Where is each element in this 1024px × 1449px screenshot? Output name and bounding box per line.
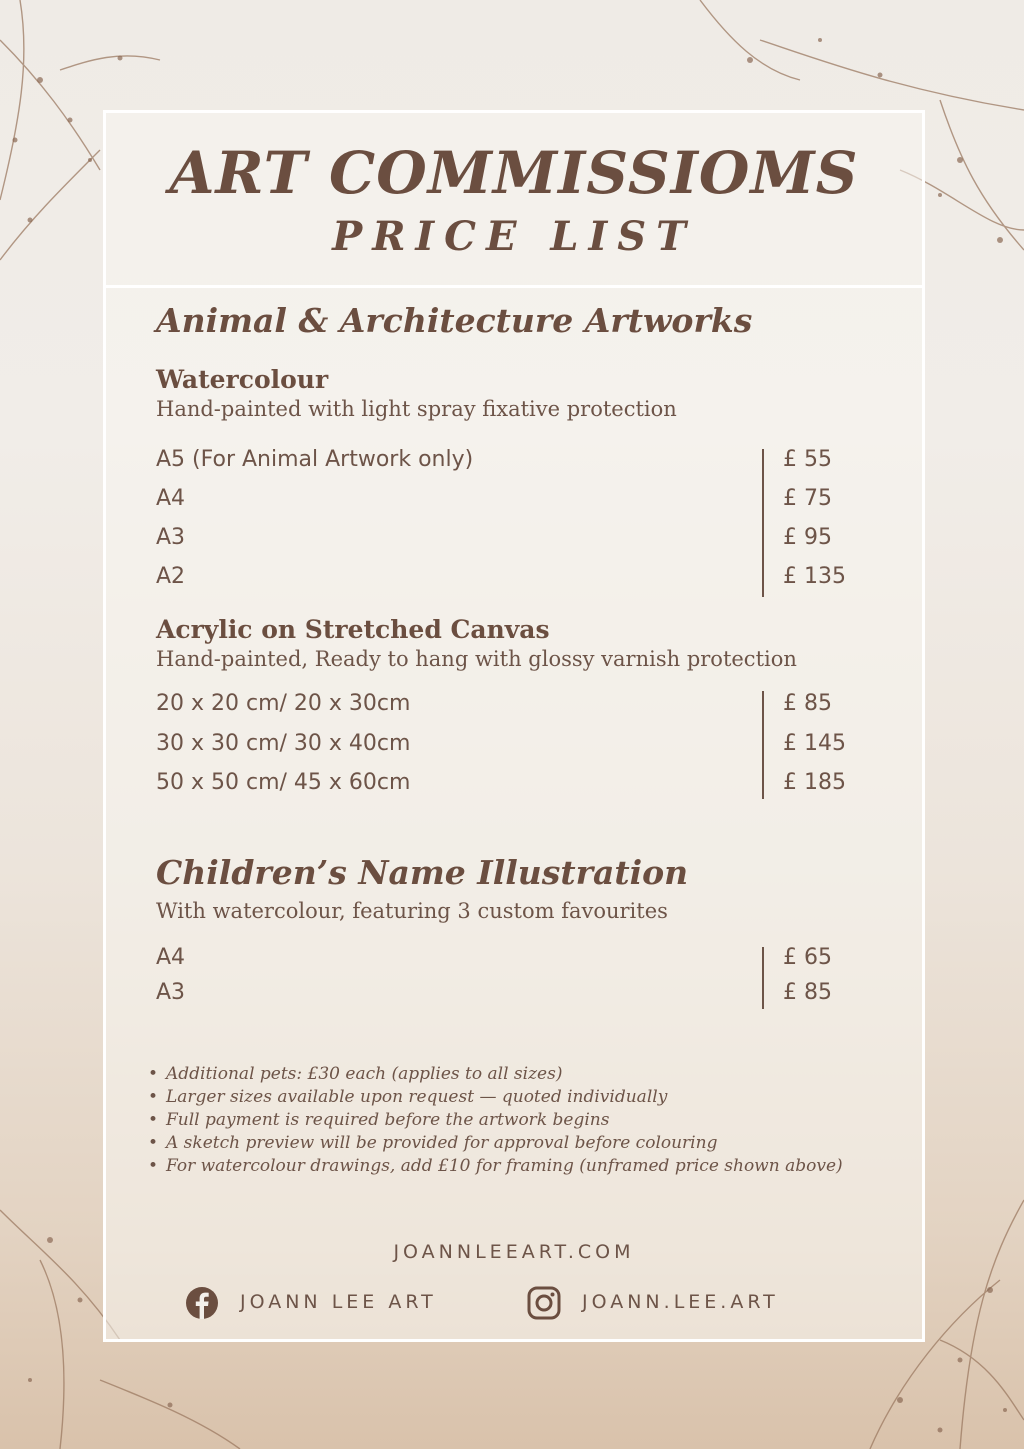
size-label: A3 [156,525,186,550]
price-list-card [103,110,925,1342]
header-panel [106,113,922,288]
page-subtitle: PRICE LIST [332,213,696,260]
note-item: • For watercolour drawings, add £10 for framing (unframed price shown above) [146,1155,843,1178]
section-title-animal-architecture: Animal & Architecture Artworks [156,301,753,340]
note-item: • A sketch preview will be provided for approval before colouring [146,1132,843,1155]
section-desc-children: With watercolour, featuring 3 custom favourites [156,899,668,923]
size-label: A5 (For Animal Artwork only) [156,447,474,472]
website-link[interactable]: JOANNLEEART.COM [393,1241,635,1263]
group-title-acrylic: Acrylic on Stretched Canvas [156,615,550,644]
size-label: 50 x 50 cm/ 45 x 60cm [156,770,411,795]
note-item: • Larger sizes available upon request — quoted individually [146,1086,843,1109]
note-item: • Full payment is required before the artwork begins [146,1109,843,1132]
instagram-icon [526,1285,562,1321]
price-row [156,770,876,800]
size-label: A4 [156,486,186,511]
instagram-link[interactable] [526,1283,846,1323]
note-item: • Additional pets: £30 each (applies to all sizes) [146,1063,843,1086]
group-title-watercolour: Watercolour [156,365,329,394]
price-value: £ 135 [783,564,846,589]
price-value: £ 65 [783,945,832,970]
price-value: £ 75 [783,486,832,511]
section-title-children: Children’s Name Illustration [156,853,689,892]
price-value: £ 95 [783,525,832,550]
instagram-handle: JOANN.LEE.ART [582,1291,779,1313]
price-row [156,731,876,761]
price-row [156,447,876,477]
price-row [156,980,876,1010]
price-value: £ 145 [783,731,846,756]
price-row [156,691,876,721]
price-row [156,564,876,594]
price-row [156,525,876,555]
size-label: 20 x 20 cm/ 20 x 30cm [156,691,411,716]
price-value: £ 185 [783,770,846,795]
page-title: ART COMMISSIOMS [169,139,859,207]
price-row [156,945,876,975]
size-label: 30 x 30 cm/ 30 x 40cm [156,731,411,756]
facebook-icon [184,1285,220,1321]
size-label: A2 [156,564,186,589]
price-value: £ 85 [783,980,832,1005]
size-label: A3 [156,980,186,1005]
facebook-link[interactable] [184,1283,484,1323]
notes-list [146,1063,843,1178]
size-label: A4 [156,945,186,970]
group-desc-acrylic: Hand-painted, Ready to hang with glossy varnish protection [156,647,797,671]
price-value: £ 85 [783,691,832,716]
group-desc-watercolour: Hand-painted with light spray fixative protection [156,397,677,421]
facebook-handle: JOANN LEE ART [240,1291,437,1313]
price-value: £ 55 [783,447,832,472]
price-row [156,486,876,516]
